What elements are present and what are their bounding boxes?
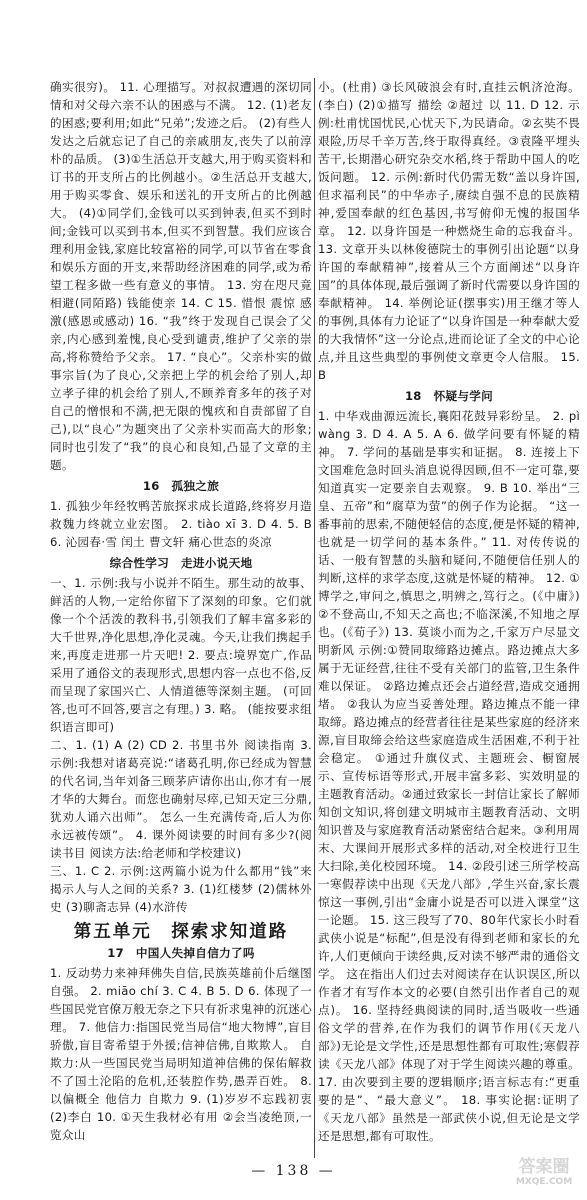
column-divider [314,78,315,1158]
answer-block: 确实很穷)。 11. 心理描写。对叔叔遭遇的深切同情和对父母六亲不认的困惑与不满。 12. (1)老友的困惑;要利用;如此“兄弟”;发迹之后。 (2)有些人发达之后就忘记了自己的亲戚朋友,丧失了以前淳朴的品质。 (3)①生活总开支越大,用于购买资料和订书的开支所占的比例越小。②生活总开支越大,用于购买零食、娱乐和送礼的开支所占的比例越大。 (4)①同学们,金钱可以买到钟表,但买不到时间;金钱可以买到书本,但买不到智慧。我们应该合理利用金钱,家庭比较富裕的同学,可以节省在零食和娱乐方面的开支,来帮助经济困难的同学,或为希望工程多做一些有意义的事情。 13. 穷在咫尺竟相避(同陌路) 钱能使亲 14. C 15. 惜恨 震惊 感激(感恩或感动) 16. “我”终于发现自己误会了父亲,内心感到羞愧,良心受到谴责,维护了父亲的崇高,将称赞给予父亲。 17. “良心”。父亲朴实的做事宗旨(为了良心,父亲把上学的机会给了别人,却立孝子律的机会给了别人,不顾养育多年的孩子对自己的憎恨和不满,把无限的愧疚和自责部留了自己),以“良心”为题突出了父亲朴实而高大的形象;同时也引发了“我”的良心和良知,凸显了文章的主题。 [50,80,312,472]
watermark-title: 答案圈 [518,1157,570,1177]
section-heading-comprehensive-study: 综合性学习 走进小说天地 [109,556,253,570]
page-number: — 138 — [251,1163,336,1179]
answer-block: 二、1. (1) A (2) CD 2. 书里书外 阅读指南 3. 示例:我想对诸葛亮说:“诸葛孔明,你已经成为智慧的代名词,当年刘备三顾茅庐请你出山,你才有一展才华的大舞台。而您也确射尽瘁,已知天定三分鼎,犹劝人诵六出师”。 怎么一生充满传奇,后人为你永远被传颂”。 4. 课外阅读要的时间有多少?(阅读书目 阅读方法:给老师和学校建议) [50,738,312,860]
answer-block: 1. 中华戏曲源远流长,襄阳花鼓异彩纷呈。 2. pì wàng 3. D 4. A 5. A 6. 做学问要有怀疑的精神。 7. 学问的基础是事实和证据。 8. 连接上下文国难危急时回头消息说得因顾,但不一定可靠,要知道真实一定要亲自去观察。 9. B 10. 举出“三皇、五帝”和“腐草为萤”的例子作为论据。 “这一番事前的思索,不随便轻信的态度,便是怀疑的精神,也就是一切学问的基本条件。” 11. 对传传说的话、一般有智慧的头脑和疑问,不随便信任别人的判断,这样的求学态度,这就是怀疑的精神。 12. ①博学之,审问之,慎思之,明辨之,笃行之。(《中庸》) ②不登高山,不知天之高也;不临深溪,不知地之厚也。(《荀子》) 13. 莫谈小而为之,千家万户尽显文明新风 示例:①赞同取缔路边摊点。路边摊点大多属于无证经营,往往不受有关部门的监管,卫生条件难以保证。 ②路边摊点还会占道经营,造成交通拥堵。 ②我认为应当妥善处理。路边摊点不能一律取缔。路边摊点的经营者往往是某些家庭的经济来源,盲目取缔会给这些家庭造成生活困难,不利于社会稳定。 ①通过升旗仪式、主题班会、橱窗展示、宣传标语等形式,开展丰富多彩、实效明显的主题教育活动。②通过致家长一封信让家长了解师知创文知识,将创建文明城市主题教育活动、文明知识普及与家庭教育活动紧密结合起来。③利用周末、大课间开展形式多样的活动,对全校进行卫生大扫除,美化校园环境。 14. ②段引述三所学校高一寒假荐读中出现《天龙八部》,学生兴奋,家长震惊这一事例,引出“金庸小说是否可以进入课堂”这一论题。 15. 这三段写了70、80年代家长小时看武侠小说是“标配”,但是没有得到老师和家长的允许,人们更倾向于读经典,反对读不够严肃的通俗文学。 这在指出人们过去对阅读存在认识误区,所以作者才有写作本文的必要(自然引出作者自己的观点)。 16. 坚持经典阅读的同时,适当吸收一些通俗文学的营养,在作为我们的调节作用(《天龙八部》)无论是文学性,还是思想性都有可取性;寒假荐读《天龙八部》体现了对于学生阅读兴趣的尊重。 17. 由次要到主要的逻辑顺序;语言标志有:“更重要的是”、“最大意义”。 18. 事实论据:证明了《天龙八部》虽然是一部武侠小说,但无论是文学还是思想,都有可取性。 [318,409,580,1143]
answer-block: 一、1. 示例:我与小说并不陌生。那生动的故事、鲜活的人物,一定给你留下了深刻的印象。它们就像一个个活泼的教科书,引领我们了解丰富多彩的大千世界,净化思想,净化灵魂。今天,让我们携起手来,再度走进那一片天吧! 2. 要点:境界宽广,作品采用了通俗文的表现形式,思想内容一点也不俗,反而呈现了家国兴亡、人情道德等深刻主题。 (可回答,也可不回答,要言之有理。) 3. 略。 (能按要求组织语言即可) [50,576,312,734]
answer-block: 小。(杜甫) ③长风破浪会有时,直挂云帆济沧海。(李白) (2)①描写 描绘 ②超过 以 11. D 12. 示例:杜甫忧国忧民,心忧天下,为民请命。②玄奘不畏艰险,历尽千辛万苦,终于取得真经。③袁隆平埋头苦干,长期潜心研究杂交水稻,终于帮助中国人的吃饭问题。 12. 示例:新时代仍需无数“盖以身许国,但求福利民”的中华赤子,赓续自强不息的民族精神,爱国奉献的红色基因,书写俯仰无愧的报国华章。 12. 以身许国是一种燃烧生命的忘我奋斗。 13. 文章开头以林俊德院士的事例引出论题“以身许国的奉献精神”,接着从三个方面阐述“以身许国”的具体体现,最后强调了新时代需要以身许国的奉献精神。 14. 举例论证(摆事实)用王继才等人的事例,具体有力论证了“以身许国是一种奉献大爱的大我情怀”这一分论点,进而论证了全文的中心论点,并且这些典型的事例使文章更令人信服。 15. B [318,80,580,382]
answer-block: 1. 反动势力来神拜佛失自信,民族英雄前仆后继图自强。 2. miāo chí 3. C 4. B 5. D 6. 体现了一些国民党官僚万般无奈之下只有祈求鬼神的沉迷心理。 7. 他信力:指国民党当局信“地大物博”,盲目骄傲,盲目寄希望于外援;信神信佛,自欺欺人。 自欺力:从一些国民党当局明知道神信佛的保佑解救不了国土沦陷的危机,还装腔作势,愚弄百姓。 8. 以偏概全 他信力 自欺力 9. (1)岁岁不忘践初衷 (2)李白 10. ①天生我材必有用 ②会当凌绝顶,一览众山 [50,966,312,1142]
answer-block: 三、1. C 2. 示例:这两篇小说为什么都用“钱”来揭示人与人之间的关系? 3. (1)红楼梦 (2)儒林外史 (3)聊斋志异 (4)水浒传 [50,864,312,914]
watermark-logo [505,1158,583,1196]
section-heading-lesson-16: 16 孤独之旅 [142,479,220,493]
unit-heading: 第五单元 探索求知道路 [73,922,289,942]
section-heading-lesson-17: 17 中国人失掉自信力了吗 [107,946,255,960]
section-heading-lesson-18: 18 怀疑与学问 [404,389,494,403]
watermark-url: MXQE.COM [515,1177,573,1187]
right-column [318,78,580,1145]
answer-block: 1. 孤独少年经牧鸭苦旅探求成长道路,终将岁月造救魏力终就立业宏图。 2. tiào xī 3. D 4. 5. B 6. 沁园春·雪 闰土 曹文轩 痛心世态的炎凉 [50,499,312,549]
left-column [50,78,312,1144]
